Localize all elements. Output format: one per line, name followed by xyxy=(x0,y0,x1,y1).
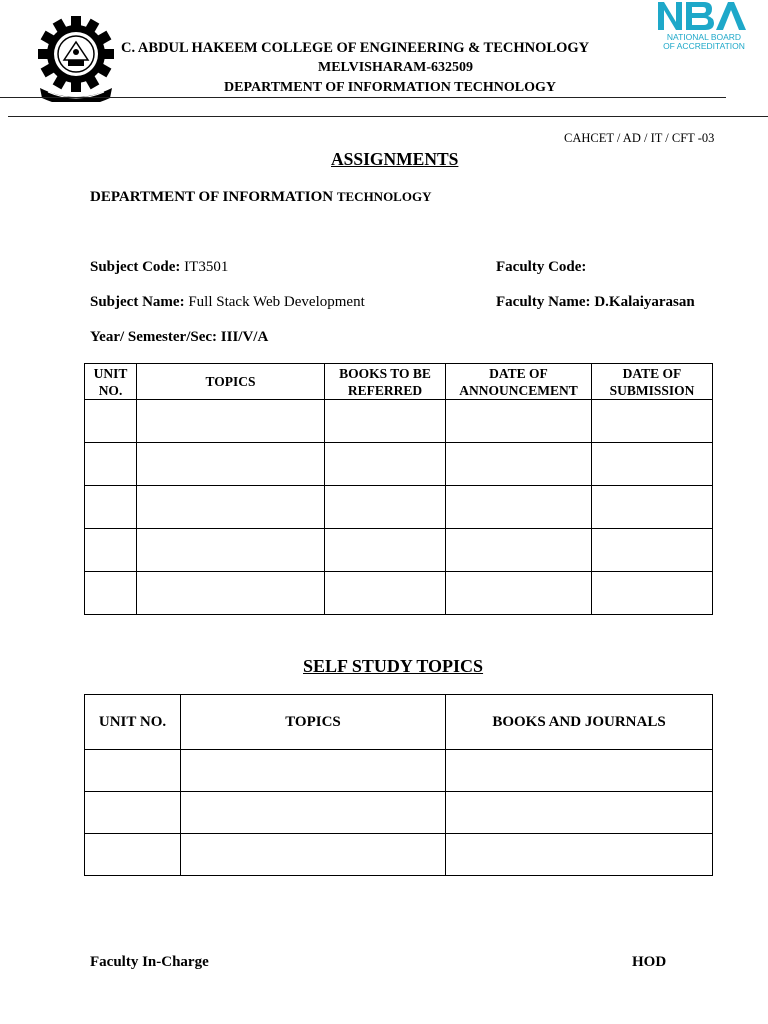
table-cell[interactable] xyxy=(446,529,592,572)
table-row xyxy=(85,486,713,529)
header-books-line2: REFERRED xyxy=(347,382,423,398)
table-cell[interactable] xyxy=(325,486,446,529)
faculty-code-field xyxy=(496,259,586,276)
header-books-and-journals: BOOKS AND JOURNALS xyxy=(446,695,713,750)
table-row xyxy=(85,834,713,876)
table-row xyxy=(85,400,713,443)
table-cell[interactable] xyxy=(85,792,181,834)
header-unit-no-line2: NO. xyxy=(98,382,123,398)
table-cell[interactable] xyxy=(181,834,446,876)
table-row xyxy=(85,529,713,572)
table-cell[interactable] xyxy=(446,486,592,529)
table-cell[interactable] xyxy=(446,792,713,834)
header-submission-line2: SUBMISSION xyxy=(609,382,695,398)
table-cell[interactable] xyxy=(592,486,713,529)
hod-signature: HOD xyxy=(632,954,667,970)
table-cell[interactable] xyxy=(446,443,592,486)
faculty-name-value: D.Kalaiyarasan xyxy=(594,294,695,310)
department-line-main: DEPARTMENT OF INFORMATION xyxy=(90,189,334,205)
table-cell[interactable] xyxy=(85,400,137,443)
table-cell[interactable] xyxy=(85,443,137,486)
table-cell[interactable] xyxy=(446,834,713,876)
header-topics: TOPICS xyxy=(181,695,446,750)
header-topics-line1: TOPICS xyxy=(205,374,256,389)
self-study-title: SELF STUDY TOPICS xyxy=(303,656,484,676)
department-line xyxy=(90,189,431,206)
college-seal-logo xyxy=(34,14,118,102)
subject-name-value: Full Stack Web Development xyxy=(188,294,365,310)
year-semester-section-field xyxy=(90,329,268,346)
assignments-table-header-row xyxy=(85,364,713,400)
form-code: CAHCET / AD / IT / CFT -03 xyxy=(564,131,715,145)
table-cell[interactable] xyxy=(137,486,325,529)
table-cell[interactable] xyxy=(181,792,446,834)
table-cell[interactable] xyxy=(325,400,446,443)
assignments-table xyxy=(84,363,713,615)
faculty-name-field xyxy=(496,294,695,311)
table-cell[interactable] xyxy=(85,529,137,572)
table-cell[interactable] xyxy=(85,486,137,529)
self-study-table-header-row xyxy=(85,695,713,750)
table-cell[interactable] xyxy=(446,750,713,792)
table-cell[interactable] xyxy=(137,572,325,615)
table-row xyxy=(85,443,713,486)
header-announcement-line2: ANNOUNCEMENT xyxy=(459,382,578,398)
subject-code-field xyxy=(90,259,228,276)
department-line-small: TECHNOLOGY xyxy=(336,189,432,204)
table-cell[interactable] xyxy=(85,834,181,876)
subject-name-field xyxy=(90,294,365,311)
college-name: C. ABDUL HAKEEM COLLEGE OF ENGINEERING & TECHNOLOGY xyxy=(121,40,590,56)
table-row xyxy=(85,750,713,792)
header-rule-top xyxy=(0,97,726,98)
table-cell[interactable] xyxy=(137,400,325,443)
faculty-name-label: Faculty Name: xyxy=(496,294,591,310)
header-date-of-submission xyxy=(592,364,713,400)
header-topics xyxy=(137,364,325,400)
faculty-code-label: Faculty Code: xyxy=(496,259,587,275)
table-cell[interactable] xyxy=(592,572,713,615)
subject-code-value: IT3501 xyxy=(184,259,229,275)
table-cell[interactable] xyxy=(325,572,446,615)
table-cell[interactable] xyxy=(85,750,181,792)
table-cell[interactable] xyxy=(325,529,446,572)
table-cell[interactable] xyxy=(325,443,446,486)
header-unit-no: UNIT NO. xyxy=(85,695,181,750)
table-cell[interactable] xyxy=(137,529,325,572)
nba-logo-text-line2: OF ACCREDITATION xyxy=(663,41,745,51)
table-cell[interactable] xyxy=(592,443,713,486)
header-rule-bottom xyxy=(8,116,768,117)
header-unit-no xyxy=(85,364,137,400)
year-semester-section-value: III/V/A xyxy=(220,329,269,345)
header-unit-no-line1: UNIT xyxy=(93,365,128,381)
header-submission-line1: DATE OF xyxy=(622,365,682,381)
subject-code-label: Subject Code: xyxy=(90,259,181,275)
table-cell[interactable] xyxy=(137,443,325,486)
table-row xyxy=(85,792,713,834)
year-semester-section-label: Year/ Semester/Sec: xyxy=(90,329,218,345)
assignments-title: ASSIGNMENTS xyxy=(331,149,459,169)
table-cell[interactable] xyxy=(85,572,137,615)
header-books-line1: BOOKS TO BE xyxy=(339,365,431,381)
header-department: DEPARTMENT OF INFORMATION TECHNOLOGY xyxy=(224,80,557,95)
nba-accreditation-logo xyxy=(654,0,750,52)
header-books-to-be-referred xyxy=(325,364,446,400)
header-announcement-line1: DATE OF xyxy=(489,365,548,381)
subject-name-label: Subject Name: xyxy=(90,294,185,310)
table-cell[interactable] xyxy=(446,400,592,443)
faculty-in-charge-signature: Faculty In-Charge xyxy=(90,954,209,970)
self-study-table xyxy=(84,694,713,876)
table-cell[interactable] xyxy=(181,750,446,792)
nba-logo-text-line1: NATIONAL BOARD xyxy=(666,32,742,42)
table-row xyxy=(85,572,713,615)
table-cell[interactable] xyxy=(446,572,592,615)
table-cell[interactable] xyxy=(592,529,713,572)
college-location: MELVISHARAM-632509 xyxy=(318,60,474,75)
table-cell[interactable] xyxy=(592,400,713,443)
header-date-of-announcement xyxy=(446,364,592,400)
